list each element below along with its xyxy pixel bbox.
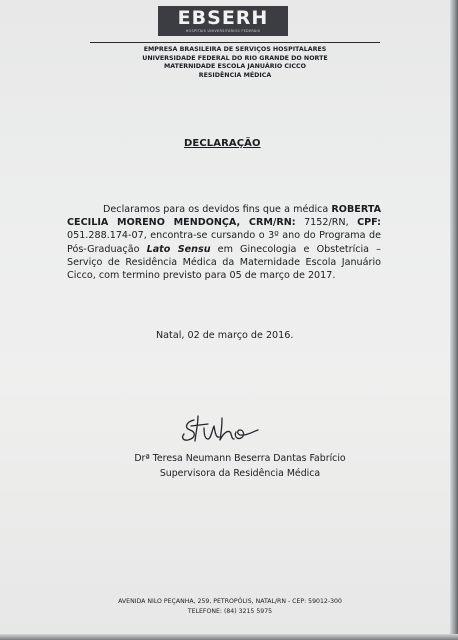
signer-role: Supervisora da Residência Médica: [159, 467, 321, 479]
crm-label: CRM/RN:: [248, 217, 296, 229]
doctor-name: ROBERTA CECILIA MORENO MENDONÇA: [67, 204, 381, 229]
logo-name: EBSERH: [177, 7, 269, 29]
program-type: Lato Sensu: [146, 243, 211, 255]
paper-edge-shadow: [450, 0, 458, 640]
ebserh-logo: [158, 6, 288, 36]
letterhead-line-university: UNIVERSIDADE FEDERAL DO RIO GRANDE DO NORTE: [142, 54, 328, 62]
date-line: Natal, 02 de março de 2016.: [156, 330, 294, 341]
letterhead-line-maternity: MATERNIDADE ESCOLA JANUÁRIO CICCO: [164, 63, 306, 71]
body-separator: ,: [236, 217, 249, 229]
signature-block: [90, 452, 390, 481]
declaration-paragraph: [67, 203, 381, 282]
letterhead-line-company: EMPRESA BRASILEIRA DE SERVIÇOS HOSPITALARES: [143, 46, 327, 53]
letterhead: [90, 42, 380, 80]
footer-phone: TELEFONE: (84) 3215 5975: [187, 608, 273, 615]
document-title: DECLARAÇÃO: [184, 138, 261, 149]
letter-footer: [60, 597, 400, 617]
letterhead-line-residency: RESIDÊNCIA MÉDICA: [198, 71, 272, 79]
logo-tagline: HOSPITAIS UNIVERSITÁRIOS FEDERAIS: [185, 29, 261, 33]
paper-bottom-shadow: [0, 634, 458, 640]
body-intro: Declaramos para os devidos fins que a médica: [103, 204, 332, 215]
cpf-value: 051.288.174-07, encontra-se cursando o 3º ano do Programa de Pós-Graduação: [67, 230, 381, 255]
handwritten-signature: [174, 410, 264, 444]
signer-name: Drª Teresa Neumann Beserra Dantas Fabrício: [134, 453, 346, 464]
cpf-label: CPF:: [357, 217, 381, 229]
crm-value: 7152/RN,: [295, 217, 358, 229]
body-rest: em Ginecologia e Obstetrícia – Serviço de Residência Médica da Maternidade Escola Januário Cicco, com termino previsto para 05 de março de 2017.: [67, 243, 381, 282]
footer-address: AVENIDA NILO PEÇANHA, 259, PETROPÓLIS, NATAL/RN - CEP: 59012-300: [118, 598, 342, 605]
